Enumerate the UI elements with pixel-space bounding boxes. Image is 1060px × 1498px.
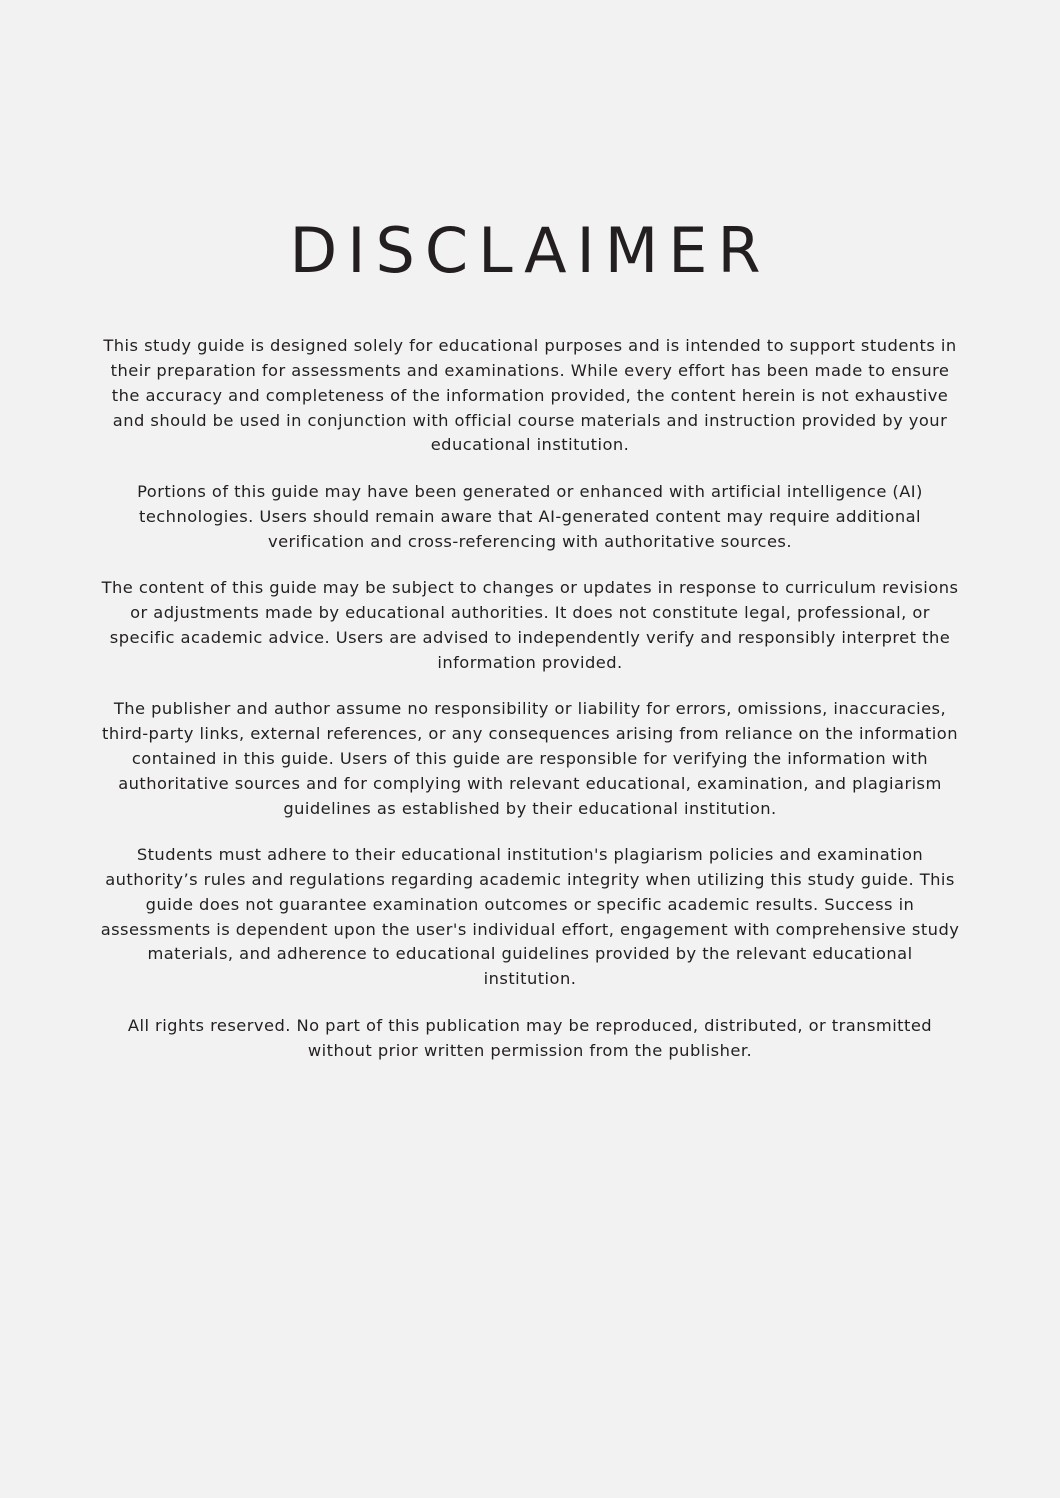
disclaimer-paragraph: Portions of this guide may have been generated or enhanced with artificial intelligence (AI) technologies. Users should remain aware that AI-generated content may require additional verification and cross-referencing with authoritative sources. <box>137 482 923 551</box>
disclaimer-paragraph: This study guide is designed solely for educational purposes and is intended to support students in their preparation for assessments and examinations. While every effort has been made to ensure the accuracy and completeness of the information provided, the content herein is not exhaustive and should be used in conjunction with official course materials and instruction provided by your educational institution. <box>103 336 957 455</box>
disclaimer-paragraph: Students must adhere to their educational institution's plagiarism policies and examination authority’s rules and regulations regarding academic integrity when utilizing this study guide. This guide does not guarantee examination outcomes or specific academic results. Success in assessments is dependent upon the user's individual effort, engagement with comprehensive study materials, and adherence to educational guidelines provided by the relevant educational institution. <box>100 845 960 989</box>
disclaimer-paragraph: All rights reserved. No part of this publication may be reproduced, distributed, or transmitted without prior written permission from the publisher. <box>127 1015 933 1060</box>
disclaimer-body <box>96 334 964 1063</box>
page-title: DISCLAIMER <box>289 214 771 287</box>
disclaimer-paragraph: The publisher and author assume no responsibility or liability for errors, omissions, inaccuracies, third-party links, external references, or any consequences arising from reliance on the information contained in this guide. Users of this guide are responsible for verifying the information with authoritative sources and for complying with relevant educational, examination, and plagiarism guidelines as established by their educational institution. <box>102 699 958 818</box>
disclaimer-paragraph: The content of this guide may be subject to changes or updates in response to curriculum revisions or adjustments made by educational authorities. It does not constitute legal, professional, or specific academic advice. Users are advised to independently verify and responsibly interpret the information provided. <box>101 578 959 672</box>
